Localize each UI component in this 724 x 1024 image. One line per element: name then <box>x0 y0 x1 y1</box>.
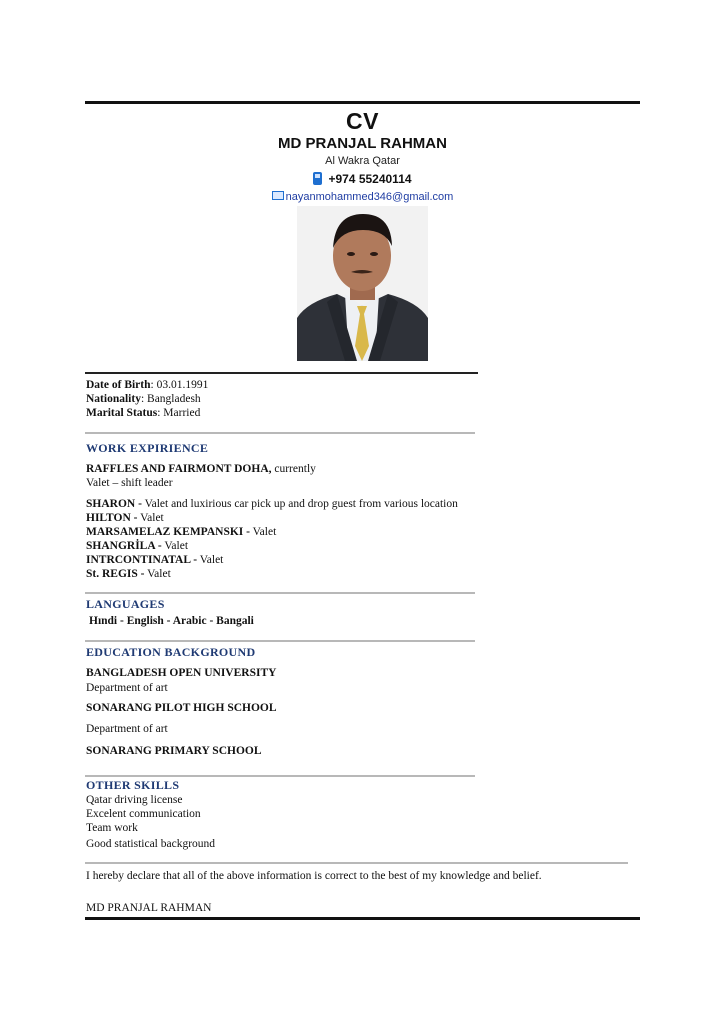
job-row <box>86 567 171 581</box>
divider <box>85 775 475 777</box>
dob-label: Date of Birth <box>86 379 151 391</box>
top-rule <box>85 101 640 104</box>
marital-label: Marital Status <box>86 407 158 419</box>
skill-item: Qatar driving license <box>86 794 183 806</box>
job-row <box>86 525 276 539</box>
current-employer-row <box>86 462 316 476</box>
phone-number: +974 55240114 <box>328 172 412 186</box>
cv-title: CV <box>346 108 379 134</box>
job-row <box>86 539 188 553</box>
current-status: currently <box>271 463 316 475</box>
job-employer: MARSAMELAZ KEMPANSKI - <box>86 526 250 538</box>
school-name: BANGLADESH OPEN UNIVERSITY <box>86 667 277 679</box>
skill-item: Good statistical background <box>86 838 216 850</box>
section-heading-languages: LANGUAGES <box>86 597 165 611</box>
marital-row <box>86 406 200 420</box>
job-employer: St. REGIS - <box>86 568 145 580</box>
job-row <box>86 497 458 511</box>
job-employer: SHARON - <box>86 498 142 510</box>
job-employer: SHANGRİLA - <box>86 540 162 552</box>
divider <box>85 592 475 594</box>
skill-item: Team work <box>86 822 138 834</box>
address: Al Wakra Qatar <box>325 155 400 167</box>
school-name: SONARANG PRIMARY SCHOOL <box>86 745 262 757</box>
job-role: Valet and luxirious car pick up and drop guest from various location <box>141 498 458 510</box>
dob-value: : 03.01.1991 <box>150 379 209 391</box>
dob-row <box>86 378 208 392</box>
profile-photo <box>297 206 428 361</box>
job-role: Valet <box>144 568 171 580</box>
declaration: I hereby declare that all of the above information is correct to the best of my knowledge and belief. <box>86 870 542 882</box>
job-role: Valet <box>197 554 224 566</box>
job-role: Valet <box>249 526 277 538</box>
signature-name: MD PRANJAL RAHMAN <box>86 902 212 914</box>
job-role: Valet <box>161 540 189 552</box>
nationality-row <box>86 392 201 406</box>
current-employer: RAFFLES AND FAIRMONT DOHA, <box>86 463 272 475</box>
section-heading-education: EDUCATION BACKGROUND <box>86 645 256 659</box>
nationality-label: Nationality <box>86 393 141 405</box>
marital-value: : Married <box>157 407 201 419</box>
current-role: Valet – shift leader <box>86 477 173 489</box>
bottom-rule <box>85 917 640 920</box>
email-address[interactable]: nayanmohammed346@gmail.com <box>285 191 454 203</box>
candidate-name: MD PRANJAL RAHMAN <box>278 135 447 152</box>
job-employer: INTRCONTINATAL - <box>86 554 198 566</box>
job-row <box>86 511 164 525</box>
skill-item: Excelent communication <box>86 808 201 820</box>
languages-list: Hındi - English - Arabic - Bangali <box>89 615 254 627</box>
envelope-icon <box>272 191 284 200</box>
divider <box>85 372 478 374</box>
phone-line <box>85 172 640 186</box>
school-department: Department of art <box>86 682 168 694</box>
nationality-value: : Bangladesh <box>140 393 201 405</box>
school-department: Department of art <box>86 723 168 735</box>
job-row <box>86 553 223 567</box>
job-role: Valet <box>137 512 164 524</box>
divider <box>85 862 628 864</box>
section-heading-skills: OTHER SKILLS <box>86 778 180 792</box>
job-employer: HILTON - <box>86 512 138 524</box>
email-line[interactable] <box>85 191 640 203</box>
school-name: SONARANG PILOT HIGH SCHOOL <box>86 702 277 714</box>
phone-icon <box>313 172 322 185</box>
section-heading-work: WORK EXPIRIENCE <box>86 441 209 455</box>
divider <box>85 432 475 434</box>
divider <box>85 640 475 642</box>
